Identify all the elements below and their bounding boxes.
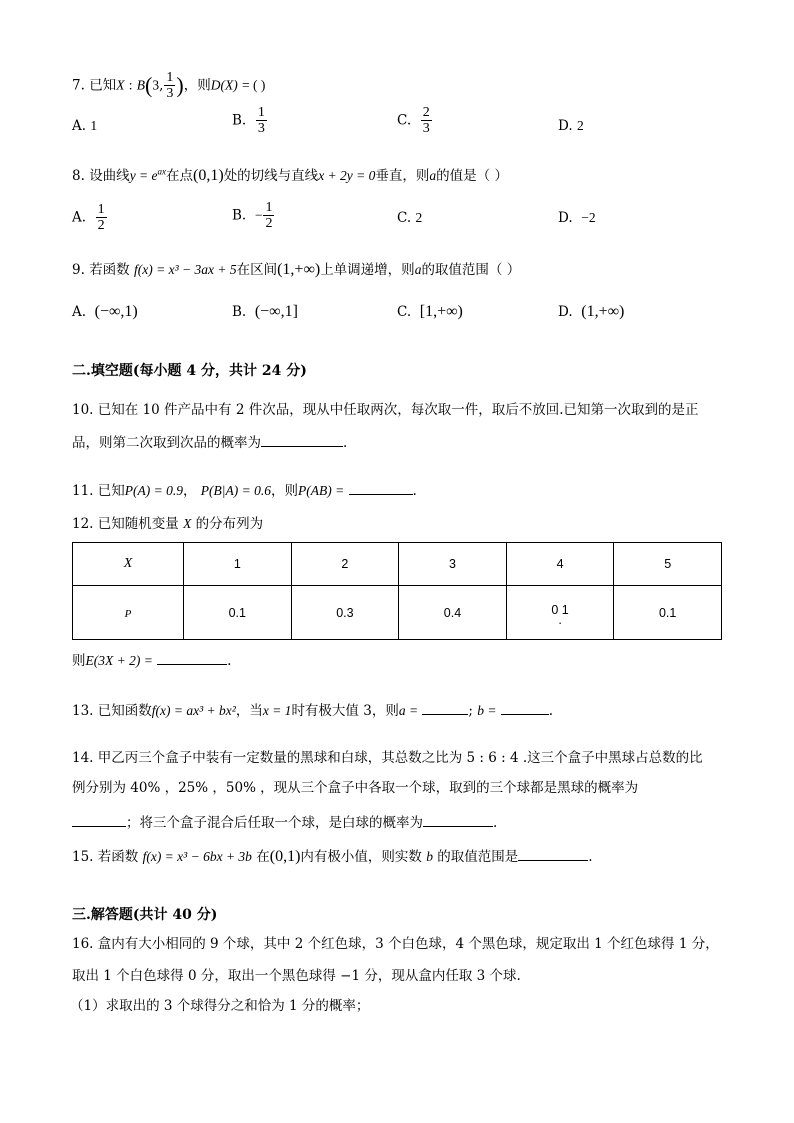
question-16-line2: 取出 1 个白色球得 0 分，取出一个黑色球得 −1 分，现从盒内任取 3 个球. <box>72 968 521 984</box>
question-10-line1: 10. 已知在 10 件产品中有 2 件次品，现从中任取两次，每次取一件，取后不放回.已知第一次取到的是正 <box>72 402 699 418</box>
q14-black-prob-blank[interactable] <box>72 812 126 827</box>
table-cell: 0.1 <box>614 586 722 640</box>
q9-option-c[interactable]: C. [1,+∞) <box>397 303 463 320</box>
table-cell: 0 1 . <box>506 586 614 640</box>
table-header-x: X <box>73 543 184 586</box>
q9-option-a[interactable]: A. (−∞,1) <box>72 303 138 320</box>
table-row <box>73 543 722 586</box>
question-13: 13. 已知函数f(x) = ax³ + bx²，当x = 1时有极大值 3，则a = ; b = . <box>72 700 553 719</box>
q15-answer-blank[interactable] <box>518 846 588 861</box>
q8-option-b[interactable]: B. − $\frac{1}{2}$ <box>232 200 273 232</box>
q7-option-b[interactable]: B. $\frac{1}{3}$ <box>232 105 265 137</box>
distribution-table <box>72 542 722 640</box>
question-12: 12. 已知随机变量 X 的分布列为 <box>72 516 264 532</box>
table-cell: 3 <box>399 543 507 586</box>
q9-option-d[interactable]: D. (1,+∞) <box>558 303 625 320</box>
q8-option-d[interactable]: D. −2 <box>558 210 596 226</box>
q7-option-c[interactable]: C. $\frac{2}{3}$ <box>397 105 430 137</box>
section-3-heading: 三.解答题(共计 40 分) <box>72 907 218 923</box>
table-row <box>73 586 722 640</box>
table-cell: 4 <box>506 543 614 586</box>
question-14-line2: 例分别为 40% ，25% ，50% ，现从三个盒子中各取一个球，取到的三个球都是黑球的概率为 <box>72 780 639 796</box>
table-cell: 0.4 <box>399 586 507 640</box>
q13-b-blank[interactable] <box>501 700 549 715</box>
q7-number: 7. <box>72 77 85 94</box>
question-16-line1: 16. 盒内有大小相同的 9 个球，其中 2 个红色球，3 个白色球，4 个黑色球，规定取出 1 个红色球得 1 分， <box>72 936 719 952</box>
q7-prob-fraction: $\frac{1}{3}$ <box>166 70 174 102</box>
q8-option-a[interactable]: A. $\frac{1}{2}$ <box>72 202 105 234</box>
table-cell: 1 <box>184 543 292 586</box>
q7-option-a[interactable]: A. 1 <box>72 118 98 134</box>
q10-answer-blank[interactable] <box>261 432 343 447</box>
q13-a-blank[interactable] <box>422 700 468 715</box>
table-cell: 0.1 <box>184 586 292 640</box>
table-cell: 5 <box>614 543 722 586</box>
table-cell: 2 <box>291 543 399 586</box>
q12-answer-blank[interactable] <box>157 650 227 665</box>
q8-option-c[interactable]: C. 2 <box>397 210 423 226</box>
question-12-expectation: 则E(3X + 2) = . <box>72 650 231 669</box>
question-14-line3: ；将三个盒子混合后任取一个球，是白球的概率为 . <box>72 812 497 831</box>
q9-option-b[interactable]: B. (−∞,1] <box>232 303 298 320</box>
section-2-heading: 二.填空题(每小题 4 分，共计 24 分) <box>72 363 307 379</box>
question-7: 7. 已知X : B(3, $\frac{1}{3}$ )，则D(X) = ( ) <box>72 70 266 102</box>
table-header-p: P <box>73 586 184 640</box>
question-10-line2: 品，则第二次取到次品的概率为 . <box>72 432 347 451</box>
q7-option-d[interactable]: D. 2 <box>558 118 584 134</box>
question-9: 9. 若函数 f(x) = x³ − 3ax + 5在区间(1,+∞)上单调递增，则a的取值范围（ ） <box>72 261 521 278</box>
question-16-part1: （1）求取出的 3 个球得分之和恰为 1 分的概率； <box>70 998 370 1014</box>
q14-white-prob-blank[interactable] <box>423 812 493 827</box>
question-8: 8. 设曲线$y = e^{ax}$在点(0,1)处的切线与直线x + 2y = 0垂直，则a的值是（ ） <box>72 166 508 184</box>
question-11: 11. 已知P(A) = 0.9， P(B|A) = 0.6，则P(AB) = . <box>72 480 417 499</box>
question-15: 15. 若函数 f(x) = x³ − 6bx + 3b 在(0,1)内有极小值，则实数 b 的取值范围是 . <box>72 848 593 865</box>
q11-answer-blank[interactable] <box>349 480 413 495</box>
table-cell: 0.3 <box>291 586 399 640</box>
question-14-line1: 14. 甲乙丙三个盒子中装有一定数量的黑球和白球，其总数之比为 5 : 6 : 4 .这三个盒子中黑球占总数的比 <box>72 750 703 766</box>
